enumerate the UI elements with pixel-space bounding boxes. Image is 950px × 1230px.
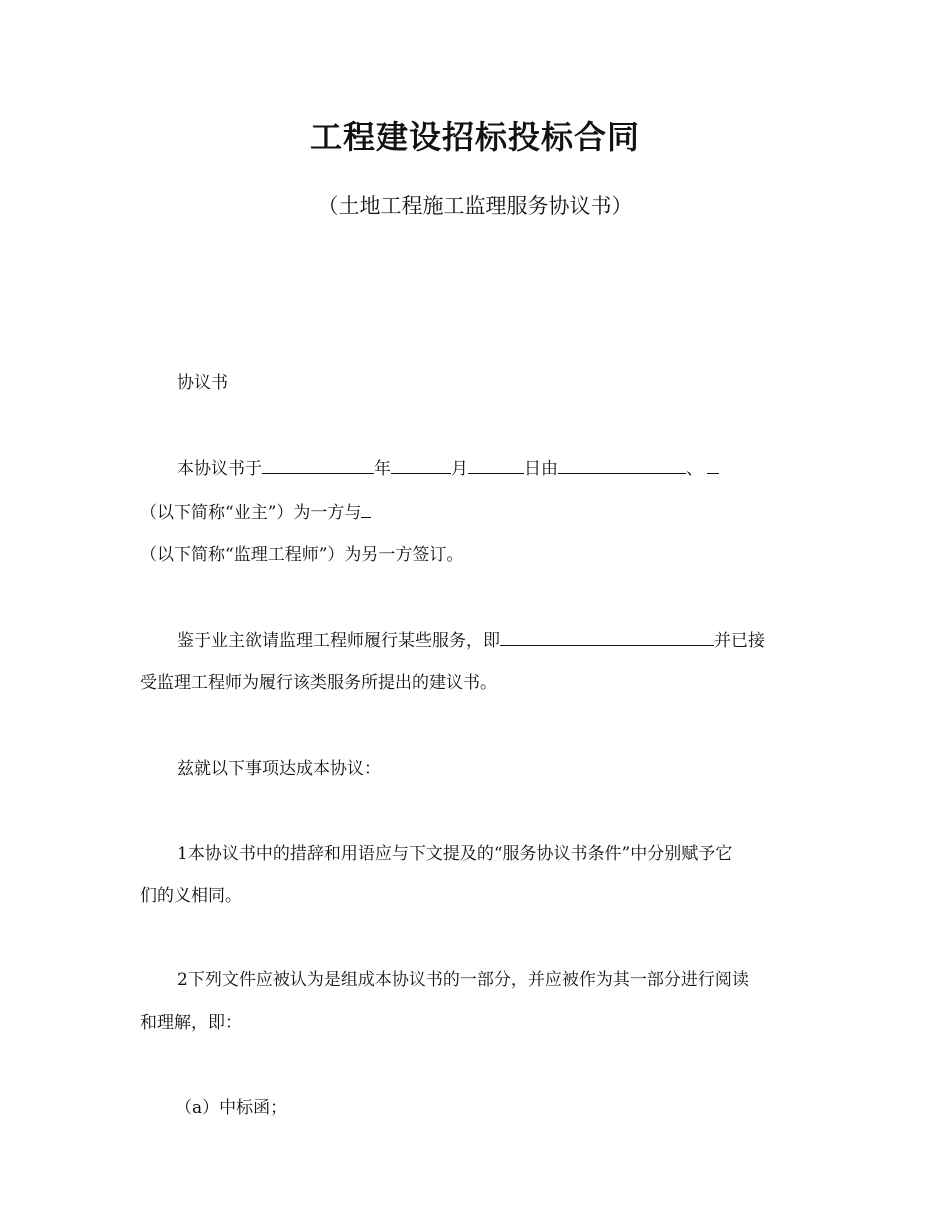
para1-text-4: 日由 [524,459,558,479]
date-day-blank[interactable] [468,456,524,474]
para4-line2: 们的义相同。 [140,886,242,906]
para5-line2: 和理解，即： [140,1013,242,1033]
date-month-blank[interactable] [391,456,451,474]
party-blank[interactable] [558,456,686,474]
para3: 兹就以下事项达成本协议： [177,759,381,779]
engineer-name-blank[interactable] [361,500,371,518]
document-subtitle: （土地工程施工监理服务协议书） [317,194,633,218]
para2-line2: 受监理工程师为履行该类服务所提出的建议书。 [140,673,497,693]
list-item-a: （a）中标函； [175,1098,288,1118]
para2-text-1: 鉴于业主欲请监理工程师履行某些服务，即 [177,631,500,651]
para4-line1: 1本协议书中的措辞和用语应与下文提及的“服务协议书条件”中分别赋予它 [177,844,733,864]
para1-line3: （以下简称“监理工程师”）为另一方签订。 [140,545,464,565]
para1-text-1: 本协议书于 [177,459,262,479]
para1-line2-text: （以下简称“业主”）为一方与 [140,503,362,523]
para1-line1 [177,456,810,480]
section-heading: 协议书 [177,373,228,393]
para5-line1: 2下列文件应被认为是组成本协议书的一部分，并应被作为其一部分进行阅读 [177,970,749,990]
para2-text-2: 并已接 [714,631,765,651]
para1-text-3: 月 [451,459,468,479]
document-title: 工程建设招标投标合同 [309,118,640,156]
owner-name-blank[interactable] [707,456,719,474]
para2-line1 [177,628,810,652]
service-blank[interactable] [500,628,714,646]
para1-line2 [140,500,810,524]
para1-text-2: 年 [374,459,391,479]
para1-text-5: 、 [686,459,703,479]
date-year-blank[interactable] [262,456,374,474]
